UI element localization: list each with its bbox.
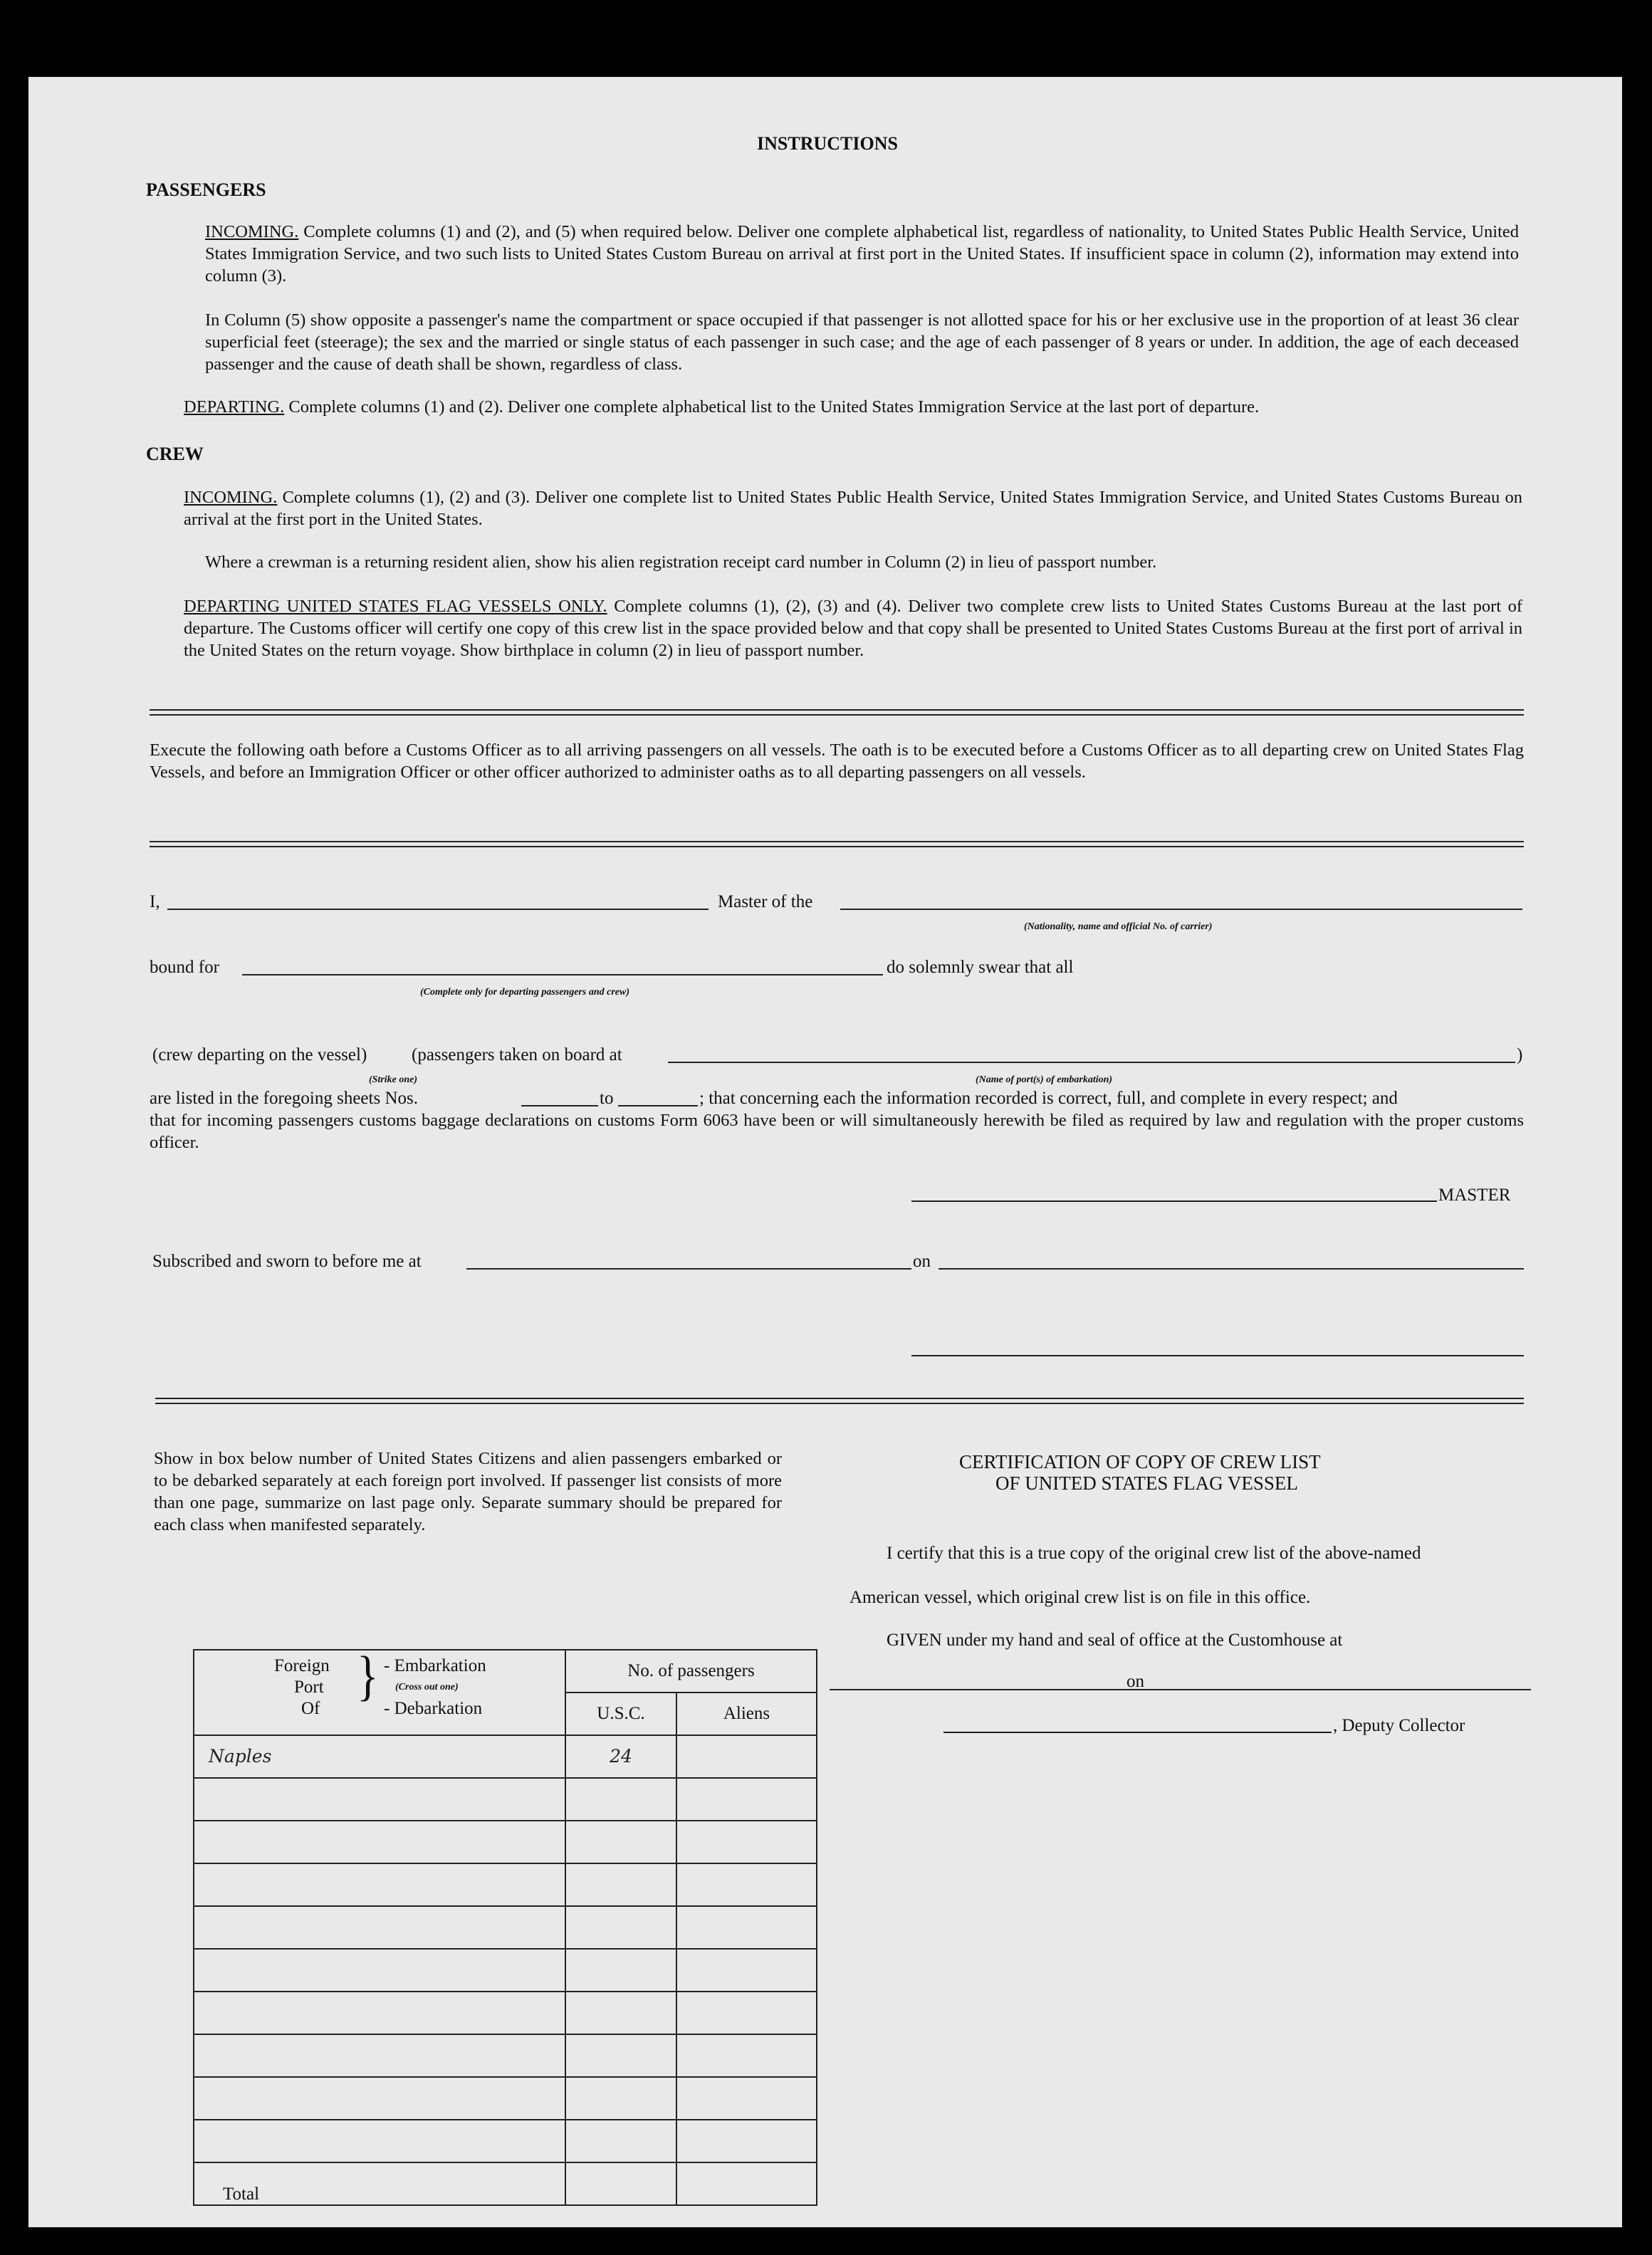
port-cell[interactable] [194,1906,565,1949]
solemnly-label: do solemnly swear that all [887,958,1074,977]
sworn-at-field[interactable] [466,1268,911,1270]
row1-usc-cell[interactable]: 24 [565,1735,676,1778]
port-header-cell [194,1645,565,1735]
listed-post: ; that concerning each the information recorded is correct, full, and complete in every respect; and [699,1089,1398,1108]
crew-departing-text: Complete columns (1), (2), (3) and (4). Deliver two complete crew lists to United States Customs Bureau at the last port of departure. The Customs officer will certify one copy of this crew list in the space provided below and that copy shall be presented to United States Customs Bureau at the first port of arrival in the United States on the return voyage. Show birthplace in column (2) in lieu of passport number. [184,597,1522,660]
total-usc-cell[interactable] [565,2162,676,2205]
cert-on-label: on [1126,1672,1144,1691]
carrier-field[interactable] [840,909,1522,910]
bound-for-label: bound for [150,958,219,977]
row1-aliens-cell[interactable] [676,1735,817,1778]
aliens-cell[interactable] [676,1778,817,1821]
divider [150,841,1524,847]
crew-departing-option: (crew departing on the vessel) [152,1045,367,1064]
usc-cell[interactable] [565,1906,676,1949]
table-row [194,1735,817,1778]
listed-rest: that for incoming passengers customs baggage declarations on customs Form 6063 have been or will simultaneously herewith be filed as required by law and regulation with the proper customs officer. [150,1111,1524,1152]
port-cell[interactable] [194,2077,565,2120]
passengers-incoming-paragraph [205,221,1519,287]
table-row [194,1949,817,1992]
certify-line-1: I certify that this is a true copy of the original crew list of the above-named [887,1544,1421,1563]
master-of-label: Master of the [718,892,813,911]
oath-intro: Execute the following oath before a Customs Officer as to all arriving passengers on all vessels. The oath is to be executed before a Customs Officer as to all departing crew on United States Flag Vessels, and before an Immigration Officer or other officer authorized to administer oaths as to all departing passengers on all vessels. [150,741,1524,782]
usc-cell[interactable] [565,2034,676,2077]
usc-cell[interactable] [565,1949,676,1992]
passengers-departing-text: Complete columns (1) and (2). Deliver one complete alphabetical list to the United States Immigration Service at the last port of departure. [288,397,1260,417]
foreign-label: Foreign [274,1656,330,1675]
strike-one-caption: (Strike one) [369,1074,418,1085]
nationality-caption: (Nationality, name and official No. of carrier) [1024,921,1213,932]
port-cell[interactable] [194,1778,565,1821]
listed-pre: are listed in the foregoing sheets Nos. [150,1089,418,1108]
listed-to: to [600,1089,614,1108]
form-page [28,77,1622,2227]
sworn-on-field[interactable] [939,1268,1524,1270]
embarkation-label: - Embarkation [384,1656,486,1675]
bound-for-field[interactable] [242,974,883,975]
port-cell[interactable] [194,2034,565,2077]
port-cell[interactable] [194,2120,565,2162]
sworn-on-label: on [913,1252,931,1271]
usc-cell[interactable] [565,2120,676,2162]
of-label: Of [301,1699,320,1718]
port-label: Port [294,1678,324,1697]
passengers-departing-label: DEPARTING. [184,397,285,417]
passenger-summary-table [193,1645,817,2206]
table-row [194,1821,817,1863]
aliens-header: Aliens [676,1692,817,1735]
row1-port-cell[interactable]: Naples [194,1735,565,1778]
master-label: MASTER [1438,1186,1511,1205]
crew-heading: CREW [146,444,204,464]
cert-date-field[interactable] [1155,1689,1531,1690]
passengers-heading: PASSENGERS [146,179,266,200]
usc-cell[interactable] [565,1992,676,2034]
complete-only-caption: (Complete only for departing passengers and crew) [420,987,629,998]
aliens-cell[interactable] [676,1949,817,1992]
debarkation-label: - Debarkation [384,1699,483,1718]
table-row [194,1992,817,2034]
crew-departing-paragraph [184,595,1522,661]
aliens-cell[interactable] [676,1906,817,1949]
aliens-cell[interactable] [676,2077,817,2120]
divider [150,709,1524,716]
certification-title-1: CERTIFICATION OF COPY OF CREW LIST [959,1451,1321,1472]
close-paren: ) [1517,1045,1523,1064]
table-row [194,2120,817,2162]
crew-incoming-label: INCOMING. [184,488,278,507]
table-row [194,2077,817,2120]
passengers-incoming-text: Complete columns (1) and (2), and (5) when required below. Deliver one complete alphabetical list, regardless of nationality, to United States Public Health Service, United States Immigration Service, and two such lists to United States Custom Bureau on arrival at first port in the United States. If insufficient space in column (2), information may extend into column (3). [205,222,1520,286]
total-aliens-cell[interactable] [676,2162,817,2205]
page-title: INSTRUCTIONS [757,133,898,154]
cross-out-caption: (Cross out one) [395,1682,459,1692]
certification-title-2: OF UNITED STATES FLAG VESSEL [995,1472,1298,1494]
port-cell[interactable] [194,1863,565,1906]
passengers-column5-paragraph: In Column (5) show opposite a passenger's name the compartment or space occupied if that passenger is not allotted space for his or her exclusive use in the proportion of at least 36 clear superficial feet (steerage); the sex and the married or single status of each passenger in such case; and the age of each passenger of 8 years or under. In addition, the age of each deceased passenger and the cause of death shall be shown, regardless of class. [205,310,1519,374]
table-row [194,2034,817,2077]
total-label: Total [194,2162,565,2205]
aliens-cell[interactable] [676,1863,817,1906]
officer-signature-field[interactable] [911,1355,1524,1356]
summary-instructions: Show in box below number of United States Citizens and alien passengers embarked or to be debarked separately at each foreign port involved. If passenger list consists of more than one page, summarize on last page only. Separate summary should be prepared for each class when manifested separately. [154,1449,782,1534]
passengers-incoming-label: INCOMING. [205,222,299,241]
oath-i-label: I, [150,892,160,911]
brace-icon: } [357,1645,379,1706]
table-row [194,1863,817,1906]
table-row [194,1906,817,1949]
no-passengers-header: No. of passengers [565,1650,817,1692]
crew-incoming-paragraph [184,486,1522,530]
passengers-taken-option: (passengers taken on board at [412,1045,622,1064]
deputy-signature-field[interactable] [943,1732,1332,1733]
usc-cell[interactable] [565,2077,676,2120]
port-cell[interactable] [194,1992,565,2034]
aliens-cell[interactable] [676,1821,817,1863]
master-name-field[interactable] [167,909,709,910]
aliens-cell[interactable] [676,2034,817,2077]
table-row [194,1778,817,1821]
aliens-cell[interactable] [676,1992,817,2034]
divider [155,1398,1524,1404]
master-signature-field[interactable] [911,1200,1437,1202]
ports-caption: (Name of port(s) of embarkation) [976,1074,1113,1085]
subscribed-label: Subscribed and sworn to before me at [152,1252,422,1271]
customhouse-field[interactable] [830,1689,1156,1690]
deputy-collector-label: , Deputy Collector [1333,1716,1465,1735]
sheet-from-field[interactable] [521,1105,598,1106]
usc-header: U.S.C. [565,1692,676,1735]
usc-cell[interactable] [565,1863,676,1906]
sheet-to-field[interactable] [618,1105,698,1106]
passengers-departing-paragraph [184,396,1522,418]
crew-incoming-text: Complete columns (1), (2) and (3). Deliver one complete list to United States Public Health Service, United States Immigration Service, and United States Customs Bureau on arrival at the first port in the United States. [184,488,1523,529]
usc-cell[interactable] [565,1821,676,1863]
usc-cell[interactable] [565,1778,676,1821]
crew-departing-label: DEPARTING UNITED STATES FLAG VESSELS ONLY. [184,597,607,616]
port-cell[interactable] [194,1821,565,1863]
aliens-cell[interactable] [676,2120,817,2162]
port-cell[interactable] [194,1949,565,1992]
total-row [194,2162,817,2205]
certify-line-2: American vessel, which original crew list is on file in this office. [849,1588,1311,1607]
given-line: GIVEN under my hand and seal of office at the Customhouse at [887,1631,1343,1650]
embarkation-ports-field[interactable] [668,1062,1515,1063]
crew-resident-paragraph: Where a crewman is a returning resident alien, show his alien registration receipt card number in Column (2) in lieu of passport number. [205,553,1157,572]
